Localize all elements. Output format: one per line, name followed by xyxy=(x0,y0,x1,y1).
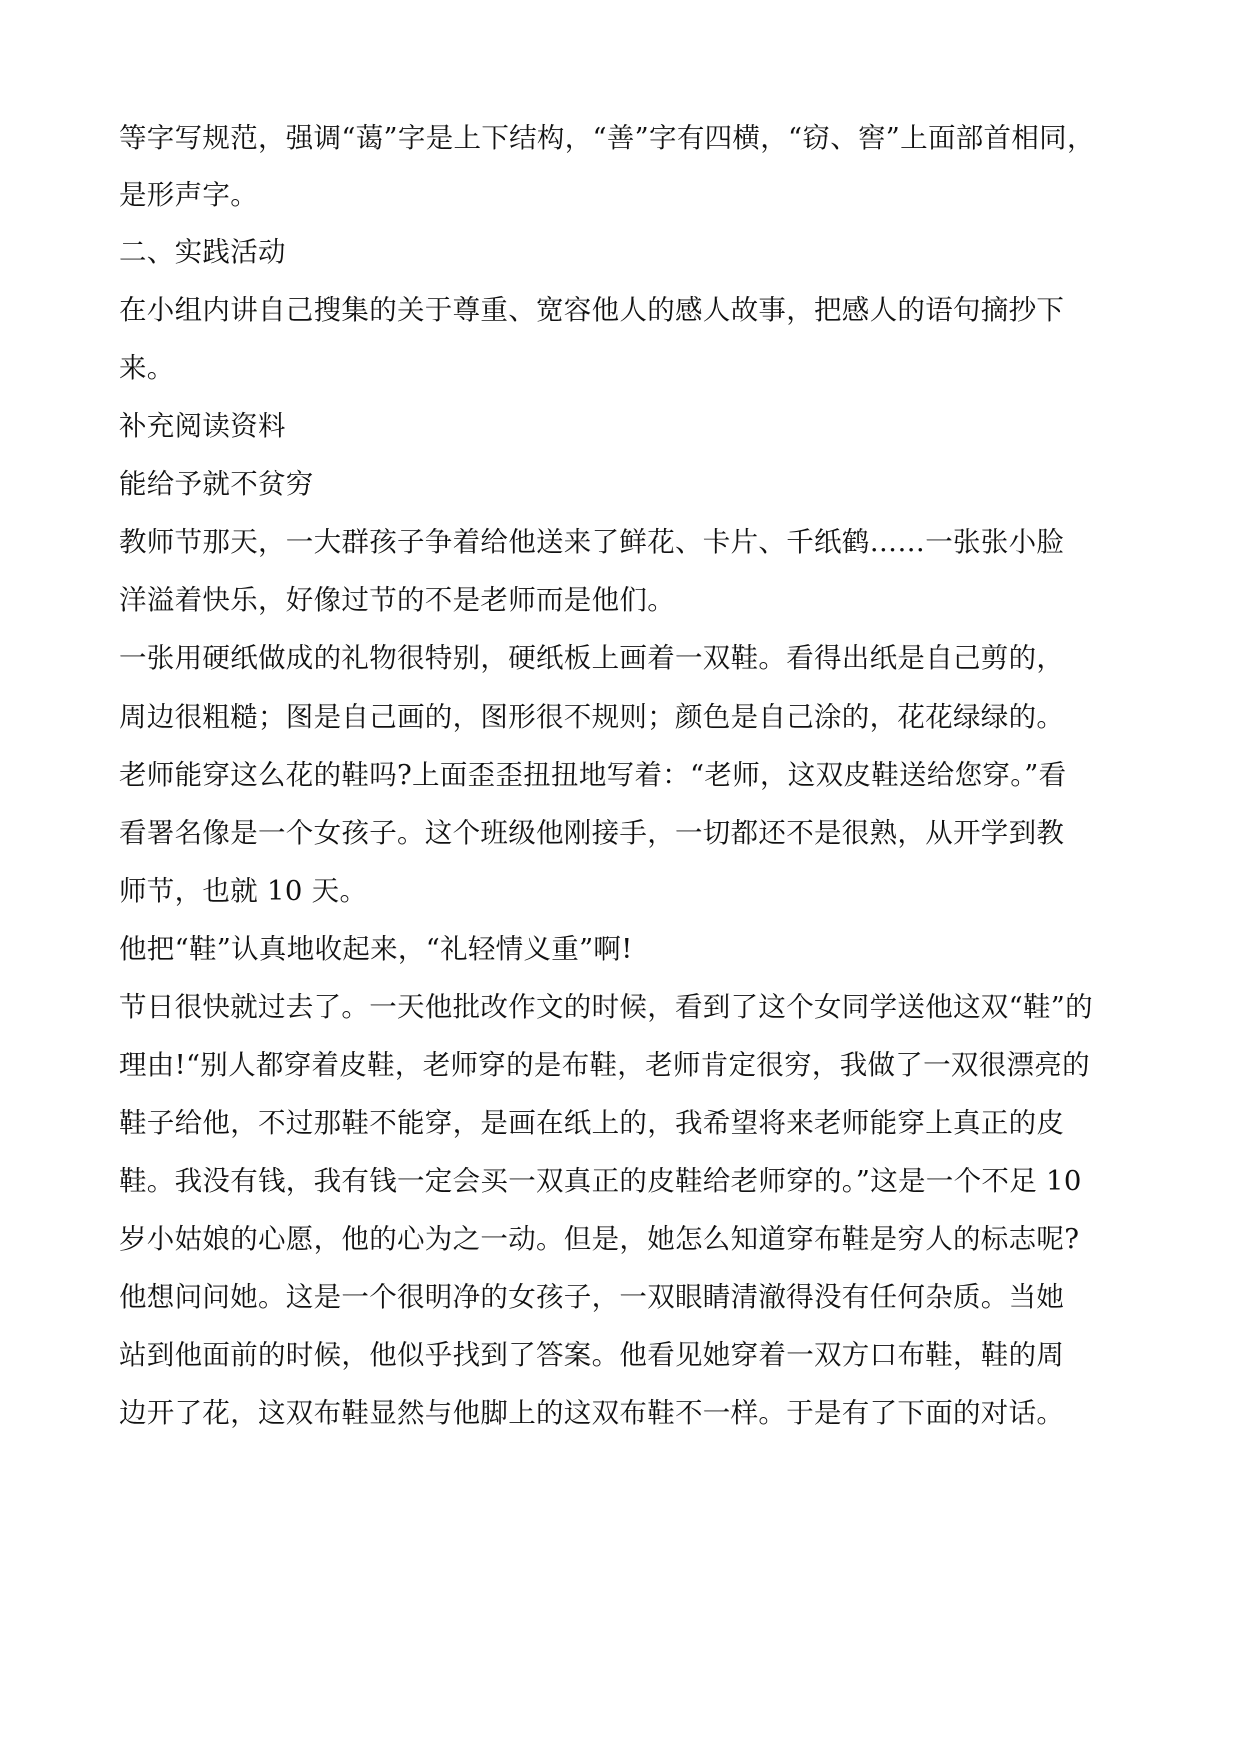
text-line: 他想问问她。这是一个很明净的女孩子，一双眼睛清澈得没有任何杂质。当她 xyxy=(119,1281,1065,1313)
text-line: 是形声字。 xyxy=(119,179,258,211)
text-line: 一张用硬纸做成的礼物很特别，硬纸板上画着一双鞋。看得出纸是自己剪的， xyxy=(119,642,1065,674)
text-line: 岁小姑娘的心愿，他的心为之一动。但是，她怎么知道穿布鞋是穷人的标志呢? xyxy=(119,1223,1080,1255)
text-line: 师节，也就 10 天。 xyxy=(119,875,368,907)
story-title: 能给予就不贫穷 xyxy=(119,468,314,500)
text-line: 节日很快就过去了。一天他批改作文的时候，看到了这个女同学送他这双“鞋”的 xyxy=(119,991,1093,1023)
section-heading: 二、实践活动 xyxy=(119,236,286,268)
text-line: 等字写规范，强调“蔼”字是上下结构，“善”字有四横，“窃、窖”上面部首相同， xyxy=(119,122,1095,154)
text-line: 鞋子给他，不过那鞋不能穿，是画在纸上的，我希望将来老师能穿上真正的皮 xyxy=(119,1107,1065,1139)
text-line: 来。 xyxy=(119,352,175,384)
text-line: 鞋。我没有钱，我有钱一定会买一双真正的皮鞋给老师穿的。”这是一个不足 10 xyxy=(119,1165,1082,1197)
text-line: 洋溢着快乐，好像过节的不是老师而是他们。 xyxy=(119,584,675,616)
text-line: 在小组内讲自己搜集的关于尊重、宽容他人的感人故事，把感人的语句摘抄下 xyxy=(119,294,1065,326)
text-line: 周边很粗糙；图是自己画的，图形很不规则；颜色是自己涂的，花花绿绿的。 xyxy=(119,701,1065,733)
text-line: 看署名像是一个女孩子。这个班级他刚接手，一切都还不是很熟，从开学到教 xyxy=(119,817,1065,849)
text-line: 老师能穿这么花的鞋吗?上面歪歪扭扭地写着：“老师，这双皮鞋送给您穿。”看 xyxy=(119,759,1067,791)
text-line: 边开了花，这双布鞋显然与他脚上的这双布鞋不一样。于是有了下面的对话。 xyxy=(119,1397,1065,1429)
text-line: 站到他面前的时候，他似乎找到了答案。他看见她穿着一双方口布鞋，鞋的周 xyxy=(119,1339,1065,1371)
text-line: 他把“鞋”认真地收起来，“礼轻情义重”啊! xyxy=(119,933,633,965)
section-heading: 补充阅读资料 xyxy=(119,410,286,442)
text-line: 理由!“别人都穿着皮鞋，老师穿的是布鞋，老师肯定很穷，我做了一双很漂亮的 xyxy=(119,1049,1090,1081)
text-line: 教师节那天，一大群孩子争着给他送来了鲜花、卡片、千纸鹤……一张张小脸 xyxy=(119,526,1065,558)
